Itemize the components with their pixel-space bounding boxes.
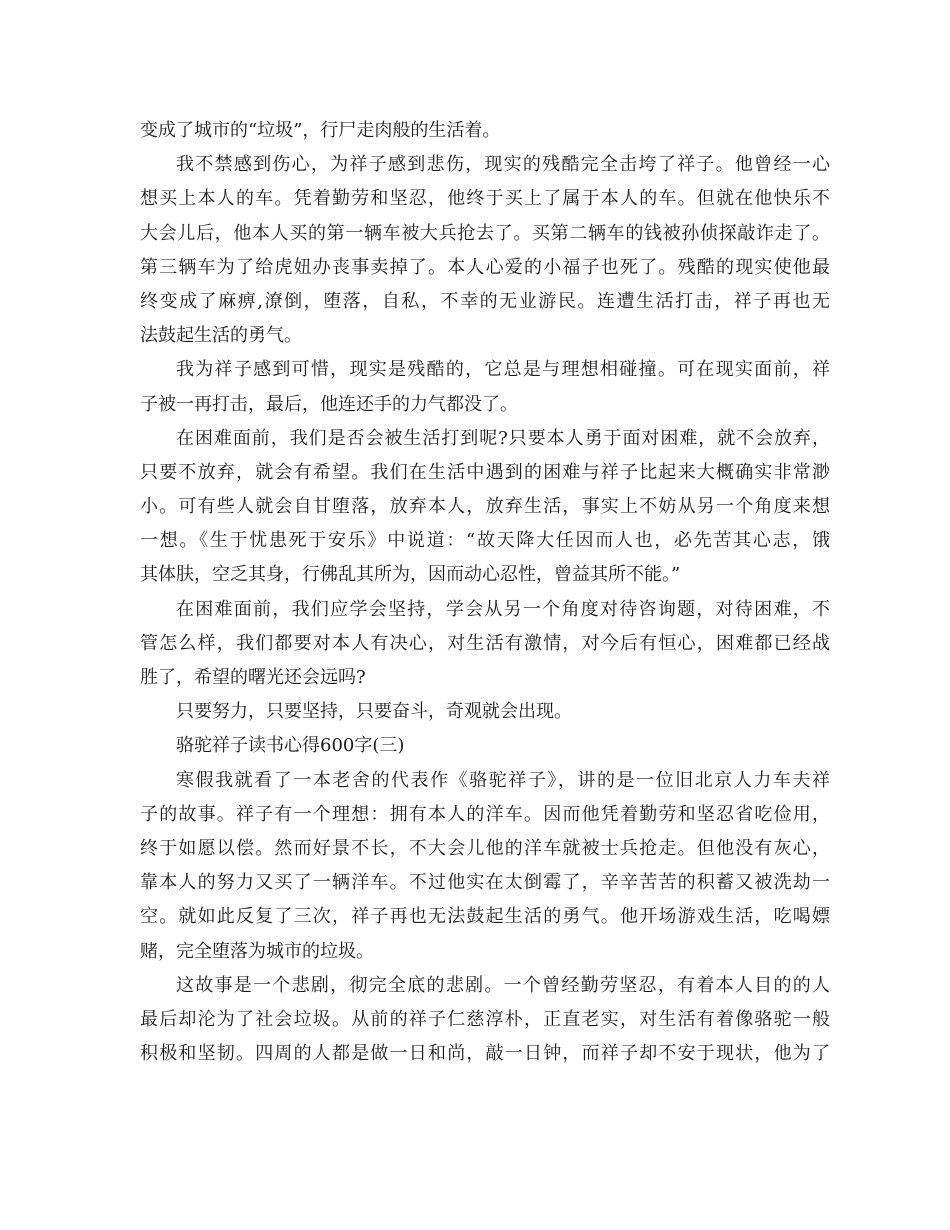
- section-heading: 骆驼祥子读书心得600字(三): [176, 735, 405, 757]
- text-line: 积极和坚韧。四周的人都是做一日和尚，敲一日钟，而祥子却不安于现状，他为了: [140, 1043, 830, 1065]
- text-line: 只要努力，只要坚持，只要奋斗，奇观就会出现。: [176, 701, 572, 723]
- text-line: 想买上本人的车。凭着勤劳和坚忍，他终于买上了属于本人的车。但就在他快乐不: [140, 188, 830, 210]
- text-line: 胜了，希望的曙光还会远吗?: [140, 667, 366, 688]
- text-line: 我为祥子感到可惜，现实是残酷的，它总是与理想相碰撞。可在现实面前，祥: [176, 359, 830, 381]
- text-line: 大会儿后，他本人买的第一辆车被大兵抢去了。买第二辆车的钱被孙侦探敲诈走了。: [140, 222, 830, 244]
- text-line: 赌，完全堕落为城市的垃圾。: [140, 940, 374, 962]
- text-line: 小。可有些人就会自甘堕落，放弃本人，放弃生活，事实上不妨从另一个角度来想: [140, 496, 830, 518]
- text-line: 子的故事。祥子有一个理想：拥有本人的洋车。因而他凭着勤劳和坚忍省吃俭用，: [140, 803, 830, 825]
- text-line: 终变成了麻痹,潦倒，堕落，自私，不幸的无业游民。连遭生活打击，祥子再也无: [140, 290, 830, 312]
- text-line: 第三辆车为了给虎妞办丧事卖掉了。本人心爱的小福子也死了。残酷的现实使他最: [140, 256, 830, 278]
- document-body: [140, 114, 830, 1071]
- text-line: 寒假我就看了一本老舍的代表作《骆驼祥子》，讲的是一位旧北京人力车夫祥: [176, 769, 830, 791]
- text-line: 子被一再打击，最后，他连还手的力气都没了。: [140, 393, 518, 415]
- text-line: 管怎么样，我们都要对本人有决心，对生活有激情，对今后有恒心，困难都已经战: [140, 632, 830, 654]
- text-line: 终于如愿以偿。然而好景不长，不大会儿他的洋车就被士兵抢走。但他没有灰心，: [140, 837, 830, 859]
- text-line: 我不禁感到伤心，为祥子感到悲伤，现实的残酷完全击垮了祥子。他曾经一心: [176, 154, 830, 176]
- text-line: 变成了城市的“垃圾”，行尸走肉般的生活着。: [140, 120, 501, 141]
- text-line: 最后却沦为了社会垃圾。从前的祥子仁慈淳朴，正直老实，对生活有着像骆驼一般: [140, 1008, 830, 1030]
- text-line: 在困难面前，我们应学会坚持，学会从另一个角度对待咨询题，对待困难，不: [176, 598, 830, 620]
- text-line: 其体肤，空乏其身，行佛乱其所为，因而动心忍性，曾益其所不能。”: [140, 564, 681, 586]
- text-line: 在困难面前，我们是否会被生活打到呢?只要本人勇于面对困难，就不会放弃，: [176, 427, 830, 449]
- text-line: 一想。《生于忧患死于安乐》中说道：“故天降大任因而人也，必先苦其心志，饿: [140, 530, 830, 552]
- text-line: 只要不放弃，就会有希望。我们在生活中遇到的困难与祥子比起来大概确实非常渺: [140, 461, 830, 483]
- text-line: 空。就如此反复了三次，祥子再也无法鼓起生活的勇气。他开场游戏生活，吃喝嫖: [140, 906, 830, 928]
- text-line: 这故事是一个悲剧，彻完全底的悲剧。一个曾经勤劳坚忍，有着本人目的的人: [176, 974, 830, 996]
- text-line: 法鼓起生活的勇气。: [140, 325, 302, 347]
- text-line: 靠本人的努力又买了一辆洋车。不过他实在太倒霉了，辛辛苦苦的积蓄又被洗劫一: [140, 872, 830, 894]
